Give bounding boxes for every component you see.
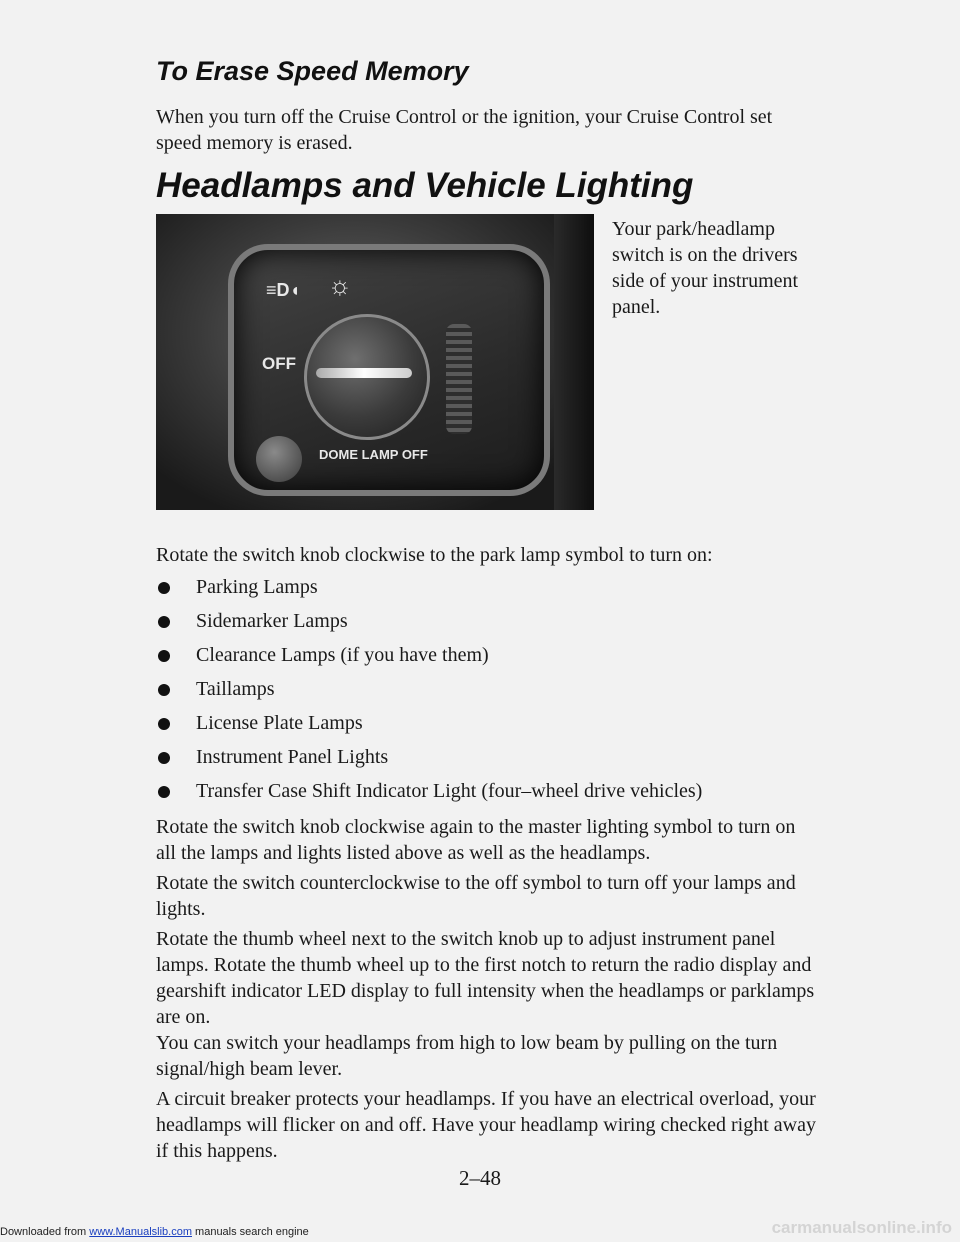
switch-location-note: Your park/headlamp switch is on the drivers side of your instrument panel. bbox=[612, 218, 799, 318]
master-lighting-paragraph: Rotate the switch knob clockwise again to the master lighting symbol to turn on all the lamps and lights listed above as well as the headlamps. bbox=[156, 816, 796, 864]
turn-off-paragraph: Rotate the switch counterclockwise to the off symbol to turn off your lamps and lights. bbox=[156, 872, 796, 920]
list-item bbox=[156, 710, 702, 744]
bullet-icon bbox=[158, 650, 170, 662]
headlamp-switch-photo bbox=[156, 214, 594, 510]
list-item bbox=[156, 744, 702, 778]
bullet-icon bbox=[158, 582, 170, 594]
list-item bbox=[156, 608, 702, 642]
list-item bbox=[156, 778, 702, 812]
off-label: OFF bbox=[262, 354, 296, 373]
bullet-icon bbox=[158, 616, 170, 628]
list-item bbox=[156, 574, 702, 608]
thumb-wheel bbox=[446, 324, 472, 434]
list-item-label: Parking Lamps bbox=[196, 576, 318, 598]
list-item bbox=[156, 676, 702, 710]
footer-prefix: Downloaded from bbox=[0, 1226, 90, 1238]
headlamps-lighting-heading: Headlamps and Vehicle Lighting bbox=[156, 166, 694, 205]
manualslib-link[interactable]: www.Manualslib.com bbox=[89, 1226, 192, 1238]
list-item-label: Instrument Panel Lights bbox=[196, 746, 389, 768]
dome-lamp-button bbox=[256, 436, 302, 482]
high-low-beam-paragraph: You can switch your headlamps from high to low beam by pulling on the turn signal/high beam lever. bbox=[156, 1032, 778, 1080]
footer-suffix: manuals search engine bbox=[191, 1226, 309, 1238]
bullet-icon bbox=[158, 718, 170, 730]
download-footer bbox=[0, 1226, 309, 1238]
list-item-label: Taillamps bbox=[196, 678, 275, 700]
erase-speed-memory-paragraph: When you turn off the Cruise Control or the ignition, your Cruise Control set speed memory is erased. bbox=[156, 106, 773, 154]
bullet-icon bbox=[158, 684, 170, 696]
circuit-breaker-paragraph: A circuit breaker protects your headlamps. If you have an electrical overload, your headlamps will flicker on and off. Have your headlamp wiring checked right away if this happens. bbox=[156, 1088, 816, 1162]
instrument-panel-edge bbox=[554, 214, 594, 510]
list-item-label: Sidemarker Lamps bbox=[196, 610, 348, 632]
master-lighting-symbol-icon: ☼ bbox=[328, 270, 352, 300]
bullet-icon bbox=[158, 752, 170, 764]
erase-speed-memory-heading: To Erase Speed Memory bbox=[156, 56, 469, 86]
thumb-wheel-paragraph: Rotate the thumb wheel next to the switch knob up to adjust instrument panel lamps. Rotate the thumb wheel up to the first notch to return the radio display and gearshift indicator LED display to full intensity when the headlamps or parklamps are on. bbox=[156, 928, 815, 1028]
knob-indicator-bar bbox=[316, 368, 412, 378]
rotate-intro-paragraph: Rotate the switch knob clockwise to the park lamp symbol to turn on: bbox=[156, 544, 713, 566]
dome-lamp-off-label: DOME LAMP OFF bbox=[319, 447, 428, 462]
bullet-icon bbox=[158, 786, 170, 798]
list-item bbox=[156, 642, 702, 676]
park-lamp-symbol-icon: ≡D◖ bbox=[266, 280, 301, 300]
lamp-list bbox=[156, 574, 702, 812]
watermark: carmanualsonline.info bbox=[771, 1218, 952, 1237]
page-number: 2–48 bbox=[459, 1166, 501, 1190]
list-item-label: Clearance Lamps (if you have them) bbox=[196, 644, 489, 666]
list-item-label: Transfer Case Shift Indicator Light (four–wheel drive vehicles) bbox=[196, 780, 703, 802]
list-item-label: License Plate Lamps bbox=[196, 712, 363, 734]
